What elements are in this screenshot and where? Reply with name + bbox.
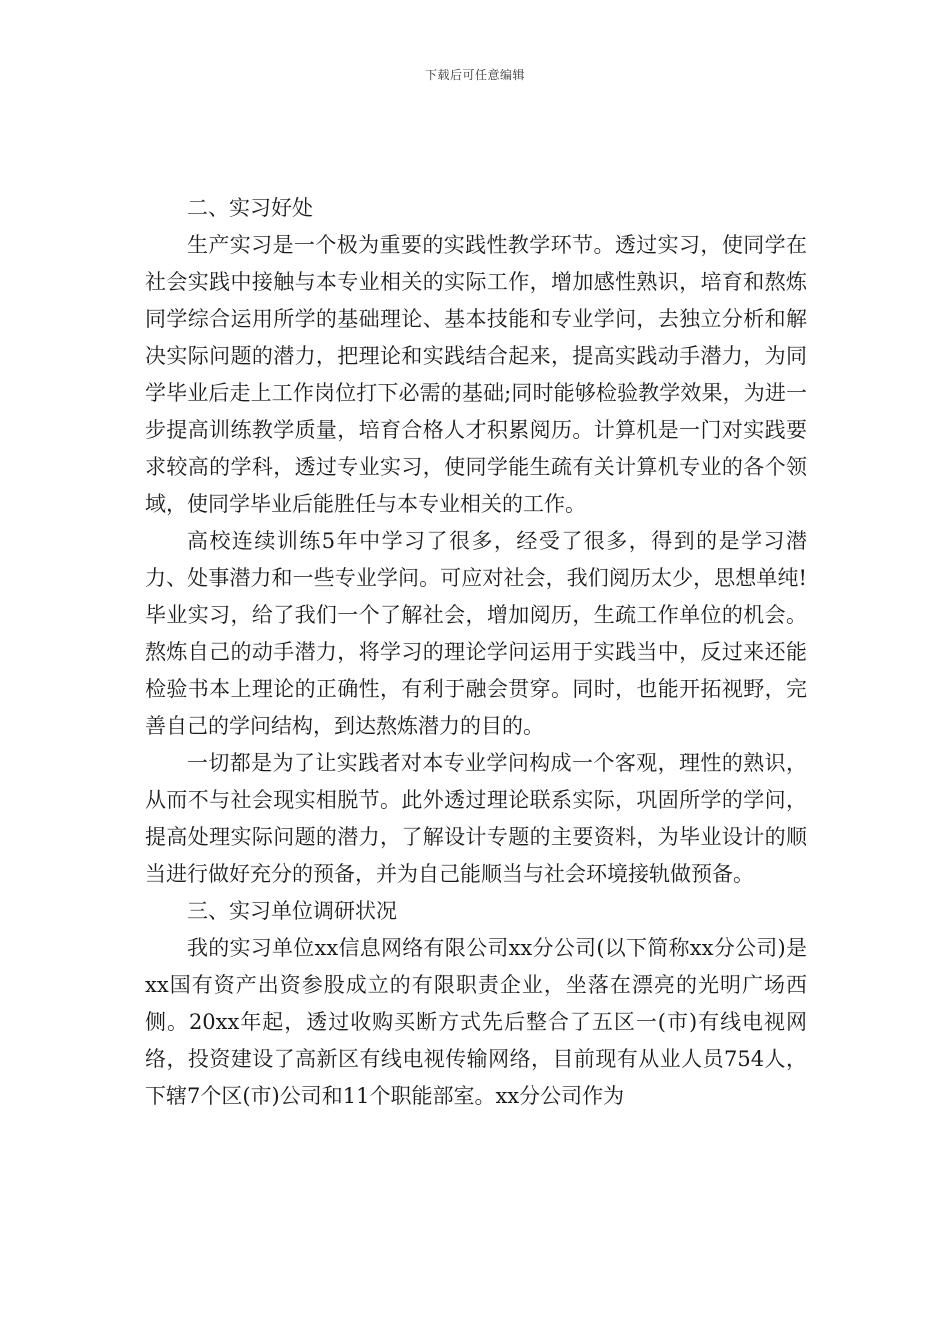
page-header-note: 下载后可任意编辑 (424, 68, 525, 82)
document-body (145, 190, 807, 1115)
paragraph-practice-importance: 生产实习是一个极为重要的实践性教学环节。透过实习，使同学在社会实践中接触与本专业相关的实际工作，增加感性熟识，培育和熬炼同学综合运用所学的基础理论、基本技能和专业学问，去独立分析和解决实际问题的潜力，把理论和实践结合起来，提高实践动手潜力，为同学毕业后走上工作岗位打下必需的基础;同时能够检验教学效果，为进一步提高训练教学质量，培育合格人才积累阅历。计算机是一门对实践要求较高的学科，透过专业实习，使同学能生疏有关计算机专业的各个领域，使同学毕业后能胜任与本专业相关的工作。 (145, 233, 807, 516)
paragraph-university-study: 高校连续训练5年中学习了很多，经受了很多，得到的是学习潜力、处事潜力和一些专业学问。可应对社会，我们阅历太少，思想单纯!毕业实习，给了我们一个了解社会，增加阅历，生疏工作单位的机会。熬炼自己的动手潜力，将学习的理论学问运用于实践当中，反过来还能检验书本上理论的正确性，有利于融会贯穿。同时，也能开拓视野，完善自己的学问结构，到达熬炼潜力的目的。 (145, 529, 807, 738)
section-heading-company-research: 三、实习单位调研状况 (187, 899, 397, 923)
paragraph-company-intro: 我的实习单位xx信息网络有限公司xx分公司(以下简称xx分公司)是xx国有资产出资参股成立的有限职责企业，坐落在漂亮的光明广场西侧。20xx年起，透过收购买断方式先后整合了五区一(市)有线电视网络，投资建设了高新区有线电视传输网络，目前现有从业人员754人，下辖7个区(市)公司和11个职能部室。xx分公司作为 (145, 936, 807, 1108)
section-heading-benefits: 二、实习好处 (187, 196, 313, 220)
paragraph-purpose: 一切都是为了让实践者对本专业学问构成一个客观，理性的熟识，从而不与社会现实相脱节。此外透过理论联系实际，巩固所学的学问，提高处理实际问题的潜力，了解设计专题的主要资料，为毕业设计的顺当进行做好充分的预备，并为自己能顺当与社会环境接轨做预备。 (145, 751, 807, 886)
